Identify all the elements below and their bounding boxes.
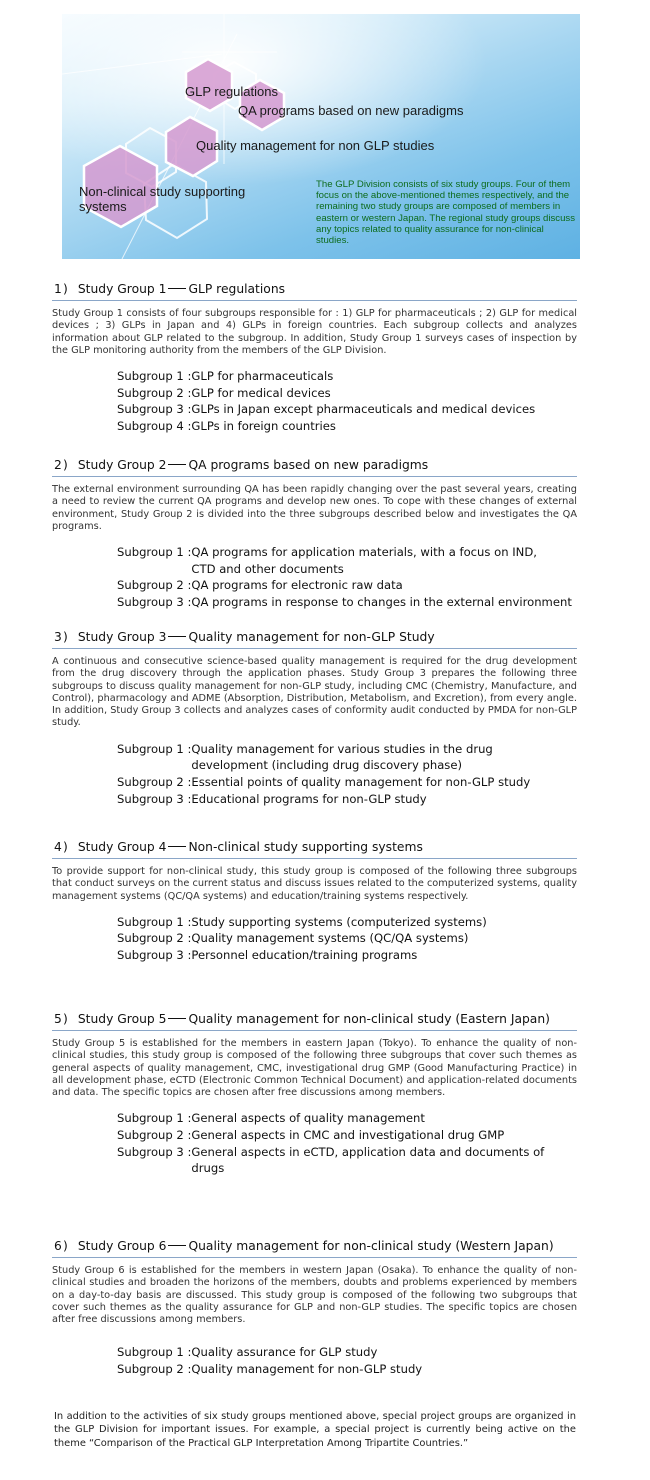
section-heading [52, 630, 577, 649]
subgroup-list [117, 368, 577, 434]
subgroup-key: Subgroup 2 : [117, 931, 192, 946]
subgroup-key: Subgroup 2 : [117, 578, 192, 593]
section-group-name: Study Group 4 [77, 840, 167, 854]
subgroup-item [117, 1144, 577, 1177]
section-number: 3 ) [54, 630, 68, 644]
banner-label-nonclinical-line2: systems [79, 199, 127, 214]
section-theme: GLP regulations [188, 282, 286, 296]
section-number: 1 ) [54, 282, 68, 296]
subgroup-key: Subgroup 1 : [117, 1345, 192, 1360]
subgroup-item [117, 401, 577, 418]
subgroup-value: GLPs in foreign countries [191, 418, 336, 433]
section-group-name: Study Group 1 [77, 282, 167, 296]
section-theme: Quality management for non-clinical study (Eastern Japan) [188, 1012, 550, 1026]
subgroup-key: Subgroup 4 : [117, 418, 192, 433]
heading-dash [168, 1018, 186, 1019]
subgroup-key: Subgroup 3 : [117, 1144, 192, 1159]
section-paragraph: To provide support for non-clinical study, this study group is composed of the following three subgroups that conduct surveys on the current status and discuss issues related to the computerized systems, quality management systems (QC/QA systems) and education/training systems respectively. [52, 866, 577, 902]
section-theme: Non-clinical study supporting systems [188, 840, 423, 854]
subgroup-item [117, 947, 577, 964]
section-group-name: Study Group 3 [77, 630, 167, 644]
subgroup-item [117, 368, 577, 385]
section-group-name: Study Group 2 [77, 458, 167, 472]
subgroup-value: GLPs in Japan except pharmaceuticals and medical devices [191, 402, 536, 417]
subgroup-value: General aspects of quality management [191, 1111, 425, 1126]
section-paragraph: A continuous and consecutive science-based quality management is required for the drug development from the drug discovery through the application phases. Study Group 3 prepares the following three subgroups to discuss quality management for non-GLP study, including CMC (Chemistry, Manufacture, and Control), pharmacology and ADME (Absorption, Distribution, Metabolism, and Excretion), from every angle. In addition, Study Group 3 collects and analyzes cases of conformity audit conducted by PMDA for non-GLP study. [52, 656, 577, 729]
section-heading [52, 1239, 577, 1258]
subgroup-key: Subgroup 2 : [117, 1128, 192, 1143]
subgroup-key: Subgroup 1 : [117, 914, 192, 929]
subgroup-key: Subgroup 3 : [117, 948, 192, 963]
subgroup-item [117, 914, 577, 931]
subgroup-item [117, 418, 577, 435]
subgroup-item [117, 791, 577, 808]
section-paragraph: Study Group 6 is established for the members in western Japan (Osaka). To enhance the quality of non-clinical studies and broaden the horizons of the members, doubts and problems experienced by members on a day-to-day basis are discussed. This study group is composed of the following two subgroups that cover such themes as the quality assurance for GLP and non-GLP studies. The specific topics are chosen after free discussions among members. [52, 1265, 577, 1326]
subgroup-item [117, 544, 577, 577]
subgroup-value: Quality management for various studies in the drug development (including drug discovery phase) [191, 741, 493, 773]
subgroup-item [117, 1110, 577, 1127]
banner-label-qa-programs: QA programs based on new paradigms [238, 103, 464, 118]
subgroup-item [117, 385, 577, 402]
subgroup-key: Subgroup 2 : [117, 774, 192, 789]
subgroup-item [117, 741, 577, 774]
division-banner [62, 14, 580, 259]
subgroup-value: Study supporting systems (computerized systems) [191, 914, 487, 929]
banner-label-quality-management: Quality management for non GLP studies [196, 138, 435, 153]
closing-paragraph: In addition to the activities of six study groups mentioned above, special project groups are organized in the GLP Division for important issues. For example, a special project is currently being active on the theme “Comparison of the Practical GLP Interpretation Among Tripartite Countries.” [54, 1411, 576, 1449]
subgroup-key: Subgroup 1 : [117, 741, 192, 756]
section-paragraph: Study Group 5 is established for the members in eastern Japan (Tokyo). To enhance the quality of non-clinical studies, this study group is composed of the following three subgroups that cover such themes as general aspects of quality management, CMC, investigational drug GMP (Good Manufacturing Practice) in all development phase, eCTD (Electronic Common Technical Document) and application-related documents and data. The specific topics are chosen after free discussions among members. [52, 1038, 577, 1099]
subgroup-item [117, 577, 577, 594]
subgroup-list [117, 1110, 577, 1176]
subgroup-key: Subgroup 1 : [117, 545, 192, 560]
section-paragraph: The external environment surrounding QA has been rapidly changing over the past several years, creating a need to review the current QA programs and develop new ones. To cope with these changes of external environment, Study Group 2 is divided into the three subgroups described below and investigates the QA programs. [52, 484, 577, 532]
section-theme: Quality management for non-GLP Study [188, 630, 435, 644]
subgroup-key: Subgroup 1 : [117, 1111, 192, 1126]
subgroup-item [117, 594, 577, 611]
study-group-5-section [52, 1012, 577, 1177]
banner-description: The GLP Division consists of six study groups. Four of them focus on the above-mentioned themes respectively, and the remaining two study groups are composed of members in eastern or western Japan. The regional study groups discuss any topics related to quality assurance for non-clinical studies. [316, 179, 575, 247]
subgroup-value: QA programs for application materials, with a focus on IND, CTD and other documents [191, 545, 537, 576]
section-theme: QA programs based on new paradigms [188, 458, 429, 472]
heading-dash [168, 288, 186, 289]
subgroup-item [117, 930, 577, 947]
section-heading [52, 282, 577, 301]
section-number: 2 ) [54, 458, 68, 472]
subgroup-key: Subgroup 2 : [117, 385, 192, 400]
section-heading [52, 1012, 577, 1031]
subgroup-value: QA programs in response to changes in the external environment [191, 594, 572, 609]
study-group-2-section [52, 458, 577, 611]
section-number: 4 ) [54, 840, 68, 854]
heading-dash [168, 846, 186, 847]
section-paragraph: Study Group 1 consists of four subgroups responsible for : 1) GLP for pharmaceuticals ; 2) GLP for medical devices ; 3) GLPs in Japan and 4) GLPs in foreign countries. Each subgroup collects and analyzes information about GLP related to the subgroup. In addition, Study Group 1 surveys cases of inspection by the GLP monitoring authority from the members of the GLP Division. [52, 308, 577, 356]
heading-dash [168, 464, 186, 465]
subgroup-list [117, 914, 577, 964]
subgroup-value: Quality management systems (QC/QA systems) [191, 931, 469, 946]
study-group-4-section [52, 840, 577, 964]
section-theme: Quality management for non-clinical study (Western Japan) [188, 1239, 554, 1253]
subgroup-value: General aspects in eCTD, application data and documents of drugs [191, 1144, 545, 1176]
subgroup-list [117, 741, 577, 807]
section-number: 6 ) [54, 1239, 68, 1253]
subgroup-value: GLP for pharmaceuticals [191, 369, 334, 384]
subgroup-value: Essential points of quality management for non-GLP study [191, 774, 531, 789]
subgroup-item [117, 1127, 577, 1144]
subgroup-value: Educational programs for non-GLP study [191, 791, 427, 806]
subgroup-key: Subgroup 3 : [117, 791, 192, 806]
subgroup-list [117, 1344, 577, 1377]
subgroup-value: Quality management for non-GLP study [191, 1362, 423, 1377]
study-group-6-section [52, 1239, 577, 1378]
section-group-name: Study Group 5 [77, 1012, 167, 1026]
banner-label-nonclinical-line1: Non-clinical study supporting [79, 184, 246, 199]
subgroup-item [117, 1344, 577, 1361]
subgroup-item [117, 774, 577, 791]
section-group-name: Study Group 6 [77, 1239, 167, 1253]
section-heading [52, 458, 577, 477]
subgroup-key: Subgroup 2 : [117, 1362, 192, 1377]
subgroup-value: Personnel education/training programs [191, 948, 418, 963]
subgroup-value: GLP for medical devices [191, 385, 331, 400]
subgroup-key: Subgroup 3 : [117, 402, 192, 417]
subgroup-value: QA programs for electronic raw data [191, 578, 403, 593]
banner-label-glp-regulations: GLP regulations [185, 84, 278, 99]
heading-dash [168, 636, 186, 637]
subgroup-value: General aspects in CMC and investigational drug GMP [191, 1128, 505, 1143]
subgroup-list [117, 544, 577, 610]
subgroup-key: Subgroup 1 : [117, 369, 192, 384]
subgroup-value: Quality assurance for GLP study [191, 1345, 378, 1360]
heading-dash [168, 1245, 186, 1246]
subgroup-key: Subgroup 3 : [117, 594, 192, 609]
study-group-3-section [52, 630, 577, 807]
section-heading [52, 840, 577, 859]
section-number: 5 ) [54, 1012, 68, 1026]
study-group-1-section [52, 282, 577, 435]
subgroup-item [117, 1361, 577, 1378]
